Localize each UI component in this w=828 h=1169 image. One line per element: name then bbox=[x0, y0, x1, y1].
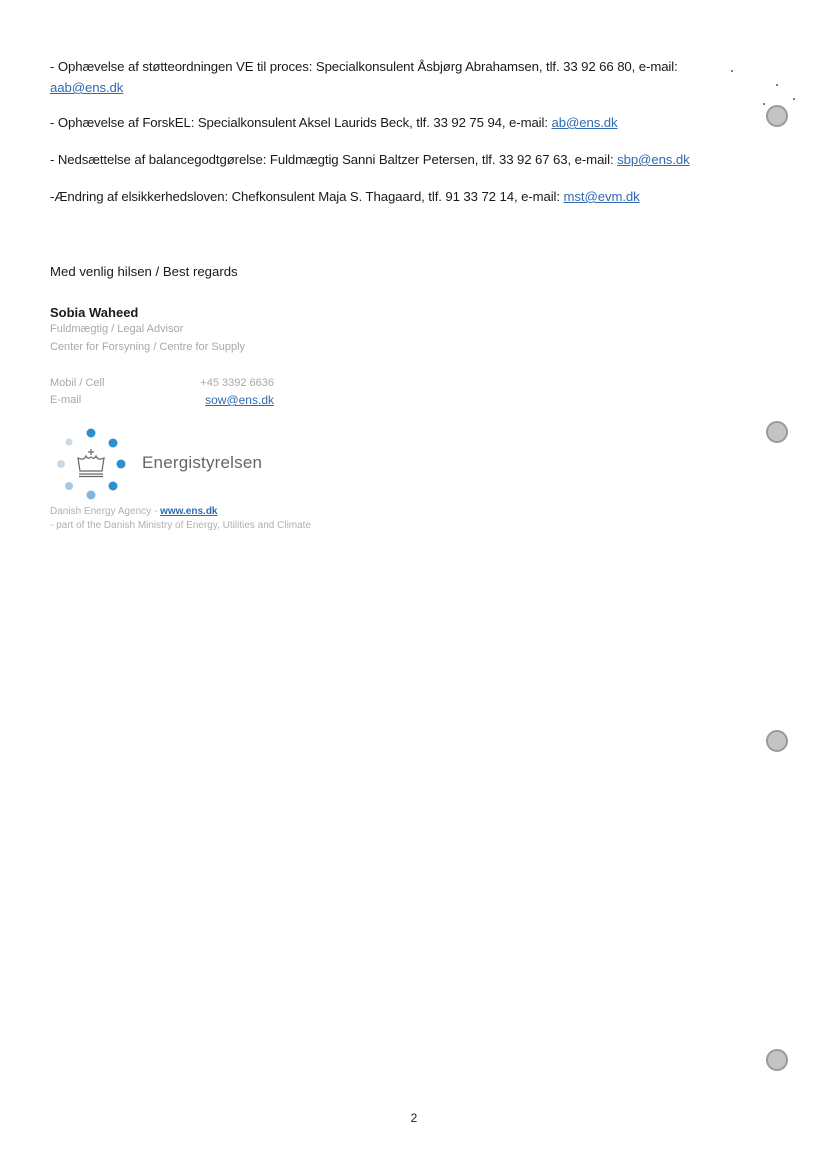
contact-text: - Ophævelse af støtteordningen VE til proces: Specialkonsulent Åsbjørg Abrahamsen, tlf. 33 92 66 80, e-mail: bbox=[50, 59, 678, 74]
scan-speck bbox=[776, 84, 778, 86]
logo-dot bbox=[117, 460, 126, 469]
mobile-label: Mobil / Cell bbox=[50, 377, 105, 389]
contact-text: - Nedsættelse af balancegodtgørelse: Fuldmægtig Sanni Baltzer Petersen, tlf. 33 92 67 63, e-mail: bbox=[50, 152, 618, 167]
agency-line bbox=[50, 506, 217, 517]
contact-email-link[interactable]: aab@ens.dk bbox=[50, 80, 124, 95]
page-number: 2 bbox=[410, 1111, 418, 1125]
contact-email-link[interactable]: mst@evm.dk bbox=[563, 189, 640, 204]
logo-dot bbox=[66, 439, 73, 446]
scan-speck bbox=[763, 103, 765, 105]
agency-url-link[interactable]: www.ens.dk bbox=[160, 506, 218, 517]
punch-hole bbox=[766, 105, 788, 127]
signature-email bbox=[190, 393, 274, 407]
crown-icon bbox=[78, 449, 104, 477]
contact-line-forskel bbox=[50, 112, 740, 133]
logo-dot bbox=[109, 482, 118, 491]
logo-dot bbox=[87, 429, 96, 438]
closing-greeting: Med venlig hilsen / Best regards bbox=[50, 264, 238, 279]
contact-text: -Ændring af elsikkerhedsloven: Chefkonsulent Maja S. Thagaard, tlf. 91 33 72 14, e-mail: bbox=[50, 189, 564, 204]
logo-dot bbox=[109, 439, 118, 448]
logo-dot bbox=[87, 491, 96, 500]
scan-speck bbox=[731, 70, 733, 72]
signature-email-link[interactable]: sow@ens.dk bbox=[205, 393, 274, 407]
contact-email-link[interactable]: sbp@ens.dk bbox=[617, 152, 690, 167]
logo-wordmark: Energistyrelsen bbox=[142, 453, 263, 472]
contact-email-link[interactable]: ab@ens.dk bbox=[551, 115, 618, 130]
punch-hole bbox=[766, 1049, 788, 1071]
signature-center: Center for Forsyning / Centre for Supply bbox=[50, 341, 246, 353]
agency-prefix: Danish Energy Agency - bbox=[50, 506, 161, 517]
punch-hole bbox=[766, 421, 788, 443]
mobile-value: +45 3392 6636 bbox=[200, 377, 274, 389]
contact-line-balancegodtgorelse bbox=[50, 149, 740, 170]
contact-line-elsikkerhedsloven bbox=[50, 186, 740, 207]
signature-name: Sobia Waheed bbox=[50, 305, 139, 320]
signature-title: Fuldmægtig / Legal Advisor bbox=[50, 323, 184, 335]
logo-dot bbox=[65, 482, 73, 490]
punch-hole bbox=[766, 730, 788, 752]
ministry-line: - part of the Danish Ministry of Energy, Utilities and Climate bbox=[50, 520, 312, 531]
contact-line-ve-til-proces bbox=[50, 56, 740, 98]
logo-dot bbox=[57, 460, 65, 468]
scan-speck bbox=[793, 98, 795, 100]
contact-text: - Ophævelse af ForskEL: Specialkonsulent Aksel Laurids Beck, tlf. 33 92 75 94, e-mail: bbox=[50, 115, 552, 130]
email-label: E-mail bbox=[50, 394, 82, 406]
